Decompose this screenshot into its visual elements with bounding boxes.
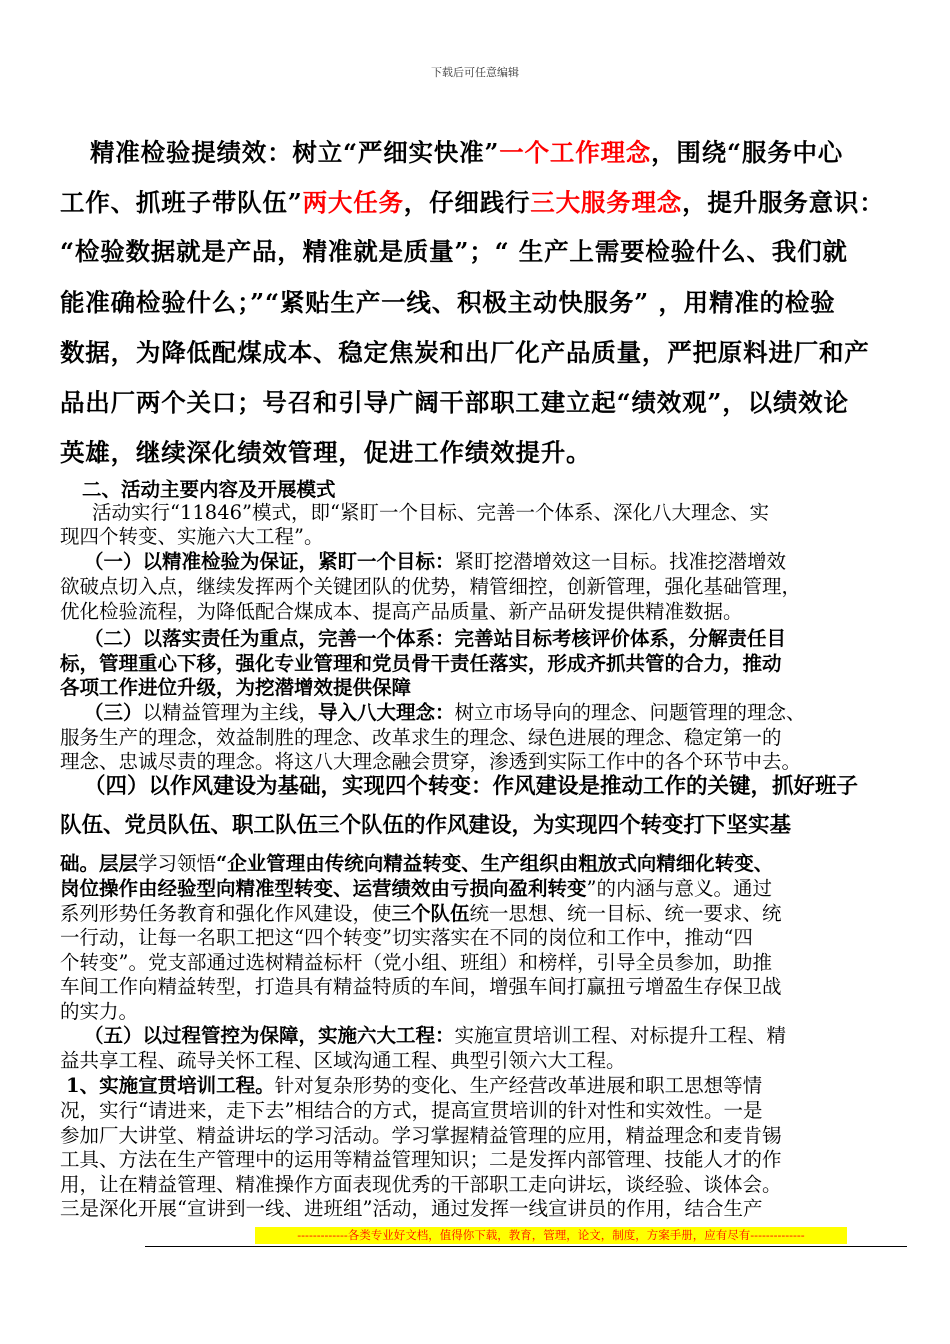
- p5-text: 统一思想、统一目标、统一要求、统: [469, 902, 782, 925]
- intro-text: 精准检验提绩效：树立“严细实快准”: [90, 138, 500, 167]
- p5-text: 学习领悟: [138, 852, 217, 875]
- intro-line-7: 英雄，继续深化绩效管理，促进工作绩效提升。: [60, 438, 592, 467]
- intro-line-1: [90, 134, 843, 169]
- page-header: 下载后可任意编辑: [431, 66, 519, 79]
- p4-text: 以精益管理为主线，: [142, 701, 319, 724]
- p6-line-2: 益共享工程、疏导关怀工程、区域沟通工程、典型引领六大工程。: [60, 1049, 626, 1072]
- highlight-two-tasks: 两大任务: [302, 188, 404, 217]
- p5-line-8: 车间工作向精益转型，打造具有精益特质的车间，增强车间打赢扭亏增盈生存保卫战: [60, 975, 782, 998]
- p2-line-1: [84, 546, 786, 574]
- p6-text: 实施宣贯培训工程、对标提升工程、精: [454, 1024, 787, 1047]
- p3-line-2: 标，管理重心下移，强化专业管理和党员骨干责任落实，形成齐抓共管的合力，推动: [60, 652, 782, 675]
- p3-line-1: （二）以落实责任为重点，完善一个体系：完善站目标考核评价体系，分解责任目: [84, 627, 787, 650]
- p7-line-4: 工具、方法在生产管理中的运用等精益管理知识；二是发挥内部管理、技能人才的作: [60, 1148, 782, 1171]
- p4-lead: （三）: [84, 701, 143, 724]
- p7-text: 针对复杂形势的变化、生产经营改革进展和职工思想等情: [274, 1074, 763, 1097]
- p2-text: 紧盯挖潜增效这一目标。找准挖潜增效: [454, 550, 787, 573]
- p7-line-5: 用，让在精益管理、精准操作方面表现优秀的干部职工走向讲坛，谈经验、谈体会。: [60, 1173, 782, 1196]
- p4-line-3: 理念、忠诚尽责的理念。将这八大理念融会贯穿，渗透到实际工作中的各个环节中去。: [60, 750, 802, 773]
- p4-text: 树立市场导向的理念、问题管理的理念、: [454, 701, 806, 724]
- intro-text: ，围绕“服务中心: [651, 138, 844, 167]
- p5-text-bold: 岗位操作由经验型向精准型转变、运营绩效由亏损向盈利转变: [60, 877, 587, 900]
- p2-lead: （一）以精准检验为保证，紧盯一个目标：: [84, 550, 455, 573]
- p5-text-bold: “企业管理由传统向精益转变、生产组织由粗放式向精细化转变、: [216, 852, 774, 875]
- p2-line-2: 欲破点切入点，继续发挥两个关键团队的优势，精管细控，创新管理，强化基础管理，: [60, 575, 802, 598]
- intro-line-5: 数据，为降低配煤成本、稳定焦炭和出厂化产品质量，严把原料进厂和产: [60, 338, 870, 367]
- p6-line-1: [84, 1020, 786, 1048]
- p6-lead: （五）以过程管控为保障，实施六大工程：: [84, 1024, 455, 1047]
- p2-line-3: 优化检验流程，为降低配合煤成本、提高产品质量、新产品研发提供精准数据。: [60, 600, 743, 623]
- p5-line-2: 队伍、党员队伍、职工队伍三个队伍的作风建设，为实现四个转变打下坚实基: [60, 813, 792, 838]
- intro-text: 工作、抓班子带队伍”: [60, 188, 303, 217]
- intro-text: ，仔细践行: [403, 188, 531, 217]
- p4-line-1: [84, 697, 806, 725]
- p5-line-7: 个转变”。党支部通过选树精益标杆（党小组、班组）和榜样，引导全员参加，助推: [60, 951, 772, 974]
- p5-text-bold: 三个队伍: [391, 902, 470, 925]
- highlight-three-concepts: 三大服务理念: [530, 188, 683, 217]
- intro-line-6: 品出厂两个关口；号召和引导广阔干部职工建立起“绩效观”，以绩效论: [60, 388, 849, 417]
- p4-lead-2: 导入八大理念：: [318, 701, 455, 724]
- footer-banner: -------------各类专业好文档，值得你下载，教育，管理，论文，制度，方案手册，应有尽有--------------: [255, 1227, 847, 1244]
- intro-line-4: 能准确检验什么；”“紧贴生产一线、积极主动快服务” ，用精准的检验: [60, 288, 836, 317]
- p5-text: ”的内涵与意义。通过: [586, 877, 772, 900]
- p1-line-1: 活动实行“11846”模式，即“紧盯一个目标、完善一个体系、深化八大理念、实: [92, 501, 769, 524]
- p7-lead: 1、实施宣贯培训工程。: [66, 1074, 275, 1097]
- p7-line-3: 参加厂大讲堂、精益讲坛的学习活动。学习掌握精益管理的应用，精益理念和麦肯锡: [60, 1124, 782, 1147]
- p5-line-1: （四）以作风建设为基础，实现四个转变：作风建设是推动工作的关键，抓好班子: [84, 774, 859, 799]
- p5-line-9: 的实力。: [60, 1000, 139, 1023]
- p3-line-3: 各项工作进位升级，为挖潜增效提供保障: [60, 676, 412, 699]
- intro-text: ，提升服务意识：: [682, 188, 885, 217]
- footer-rule: [145, 1246, 907, 1247]
- p7-line-2: 况，实行“请进来，走下去”相结合的方式，提高宣贯培训的针对性和实效性。一是: [60, 1099, 763, 1122]
- p5-line-3: [60, 848, 773, 876]
- p5-line-4: [60, 873, 772, 901]
- p7-line-6: 三是深化开展“宣讲到一线、进班组”活动，通过发挥一线宣讲员的作用，结合生产: [60, 1197, 763, 1220]
- intro-line-2: [60, 184, 885, 219]
- p5-line-6: 一行动，让每一名职工把这“四个转变”切实落实在不同的岗位和工作中，推动“四: [60, 926, 753, 949]
- p7-line-1: [66, 1070, 762, 1098]
- section-heading: 二、活动主要内容及开展模式: [82, 478, 336, 501]
- p5-text-bold: 础。层层: [60, 852, 139, 875]
- intro-line-3: “检验数据就是产品，精准就是质量”；“ 生产上需要检验什么、我们就: [60, 237, 848, 266]
- p1-line-2: 现四个转变、实施六大工程”。: [60, 525, 324, 548]
- highlight-one-concept: 一个工作理念: [499, 138, 652, 167]
- p5-text: 系列形势任务教育和强化作风建设，使: [60, 902, 392, 925]
- p4-line-2: 服务生产的理念，效益制胜的理念、改革求生的理念、绿色进展的理念、稳定第一的: [60, 726, 782, 749]
